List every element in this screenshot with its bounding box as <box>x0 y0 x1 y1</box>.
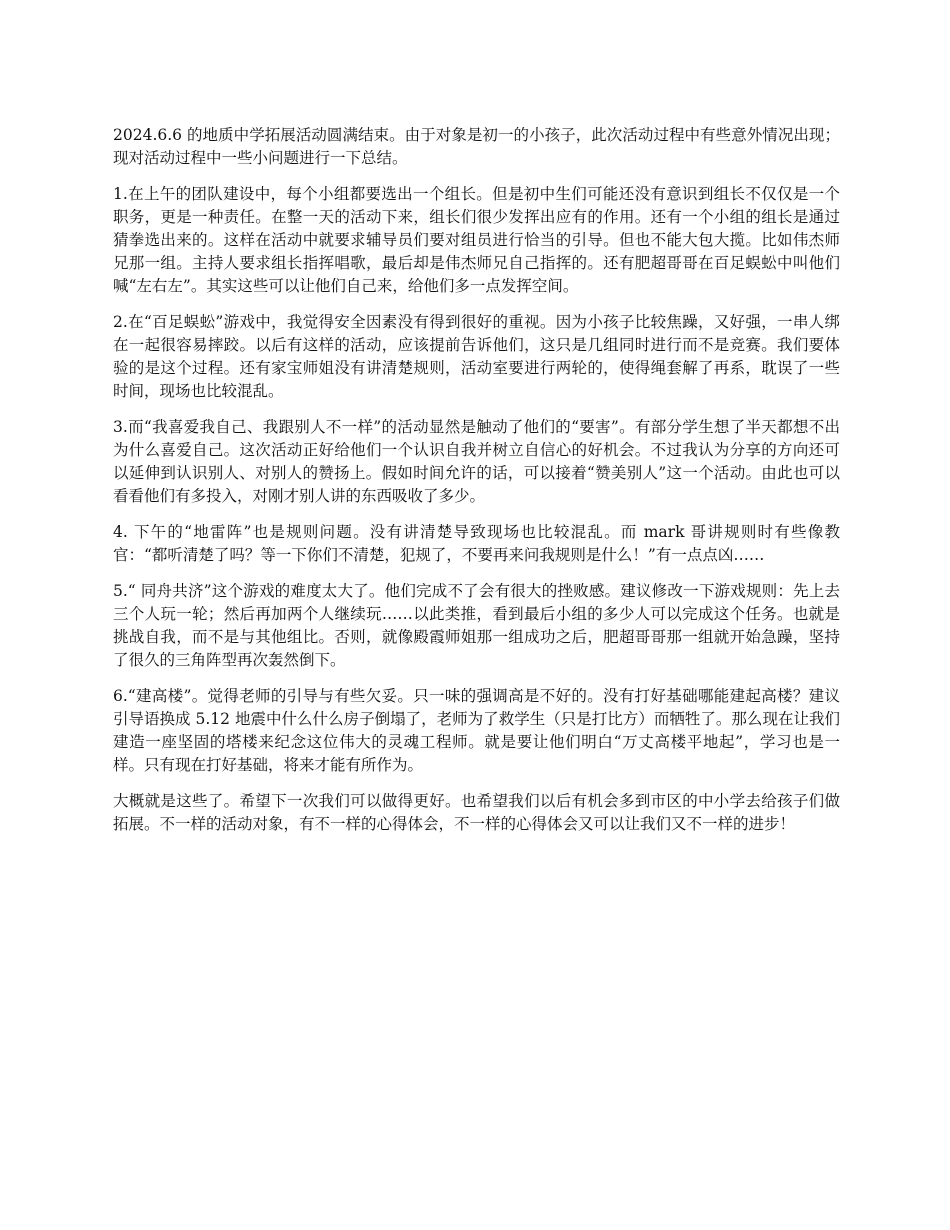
paragraph-intro: 2024.6.6 的地质中学拓展活动圆满结束。由于对象是初一的小孩子，此次活动过程中有些意外情况出现；现对活动过程中一些小问题进行一下总结。 <box>113 126 840 167</box>
paragraph-conclusion: 大概就是这些了。希望下一次我们可以做得更好。也希望我们以后有机会多到市区的中小学去给孩子们做拓展。不一样的活动对象，有不一样的心得体会，不一样的心得体会又可以让我们又不一样的进步！ <box>113 792 840 833</box>
document-body <box>113 124 840 849</box>
paragraph-item-2: 2.在“百足蜈蚣”游戏中，我觉得安全因素没有得到很好的重视。因为小孩子比较焦躁，又好强，一串人绑在一起很容易摔跤。以后有这样的活动，应该提前告诉他们，这只是几组同时进行而不是竞赛。我们要体验的是这个过程。还有家宝师姐没有讲清楚规则，活动室要进行两轮的，使得绳套解了再系，耽误了一些时间，现场也比较混乱。 <box>113 313 840 400</box>
paragraph-item-4: 4. 下午的“地雷阵”也是规则问题。没有讲清楚导致现场也比较混乱。而 mark 哥讲规则时有些像教官：“都听清楚了吗？等一下你们不清楚，犯规了，不要再来问我规则是什么！”有一点点凶…… <box>113 523 840 564</box>
paragraph-item-6: 6.“建高楼”。觉得老师的引导与有些欠妥。只一味的强调高是不好的。没有打好基础哪能建起高楼？建议引导语换成 5.12 地震中什么什么房子倒塌了，老师为了救学生（只是打比方）而牺牲了。那么现在让我们建造一座坚固的塔楼来纪念这位伟大的灵魂工程师。就是要让他们明白“万丈高楼平地起”，学习也是一样。只有现在打好基础，将来才能有所作为。 <box>113 687 840 774</box>
paragraph-item-3: 3.而“我喜爱我自己、我跟别人不一样”的活动显然是触动了他们的“要害”。有部分学生想了半天都想不出为什么喜爱自己。这次活动正好给他们一个认识自我并树立自信心的好机会。不过我认为分享的方向还可以延伸到认识别人、对别人的赞扬上。假如时间允许的话，可以接着“赞美别人”这一个活动。由此也可以看看他们有多投入，对刚才别人讲的东西吸收了多少。 <box>113 418 840 505</box>
paragraph-item-5: 5.“ 同舟共济”这个游戏的难度太大了。他们完成不了会有很大的挫败感。建议修改一下游戏规则：先上去三个人玩一轮；然后再加两个人继续玩……以此类推，看到最后小组的多少人可以完成这个任务。也就是挑战自我，而不是与其他组比。否则，就像殿霞师姐那一组成功之后，肥超哥哥那一组就开始急躁，坚持了很久的三角阵型再次轰然倒下。 <box>113 582 840 669</box>
paragraph-item-1: 1.在上午的团队建设中，每个小组都要选出一个组长。但是初中生们可能还没有意识到组长不仅仅是一个职务，更是一种责任。在整一天的活动下来，组长们很少发挥出应有的作用。还有一个小组的组长是通过猜拳选出来的。这样在活动中就要求辅导员们要对组员进行恰当的引导。但也不能大包大揽。比如伟杰师兄那一组。主持人要求组长指挥唱歌，最后却是伟杰师兄自己指挥的。还有肥超哥哥在百足蜈蚣中叫他们喊“左右左”。其实这些可以让他们自己来，给他们多一点发挥空间。 <box>113 185 840 295</box>
